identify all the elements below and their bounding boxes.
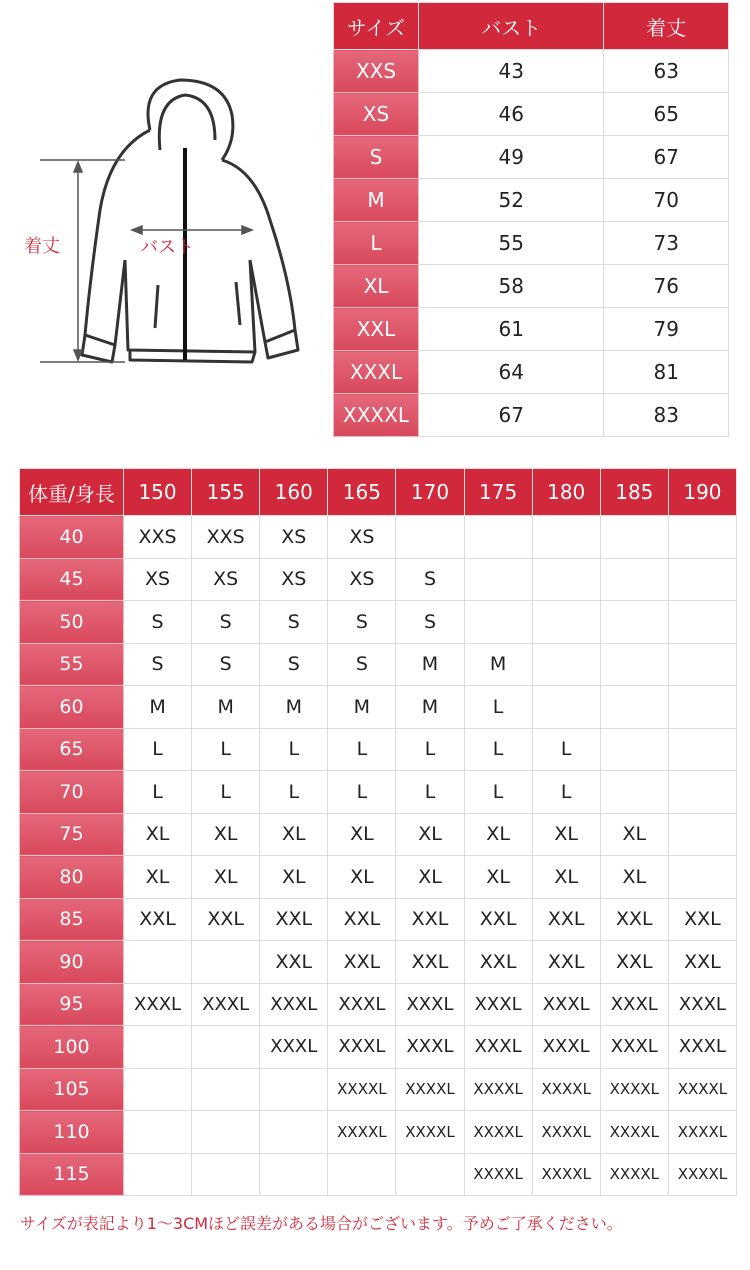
fit-row bbox=[20, 1153, 737, 1196]
fit-size-cell: XXL bbox=[192, 898, 260, 941]
fit-size-cell: XXXXL bbox=[328, 1068, 396, 1111]
fit-size-cell: XXL bbox=[396, 941, 464, 984]
fit-size-cell: XL bbox=[260, 856, 328, 899]
fit-size-cell: XXXL bbox=[600, 1026, 668, 1069]
size-name-cell: XXXXL bbox=[334, 394, 419, 437]
length-cell: 76 bbox=[604, 265, 729, 308]
fit-size-cell: XXXL bbox=[260, 1026, 328, 1069]
fit-row bbox=[20, 813, 737, 856]
length-cell: 70 bbox=[604, 179, 729, 222]
fit-row bbox=[20, 1026, 737, 1069]
fit-size-cell: XXXXL bbox=[396, 1111, 464, 1154]
fit-size-cell: L bbox=[260, 771, 328, 814]
fit-size-cell bbox=[532, 601, 600, 644]
fit-size-cell: XXL bbox=[600, 898, 668, 941]
fit-size-cell bbox=[328, 1153, 396, 1196]
fit-size-cell bbox=[464, 516, 532, 559]
fit-size-cell: S bbox=[124, 601, 192, 644]
fit-size-cell: XL bbox=[396, 813, 464, 856]
weight-cell: 115 bbox=[20, 1153, 124, 1196]
fit-size-cell: XXXL bbox=[260, 983, 328, 1026]
fit-size-cell: L bbox=[396, 728, 464, 771]
fit-size-cell bbox=[124, 1153, 192, 1196]
weight-cell: 85 bbox=[20, 898, 124, 941]
fit-size-cell: L bbox=[328, 728, 396, 771]
fit-size-cell: XXXL bbox=[124, 983, 192, 1026]
height-header: 180 bbox=[532, 469, 600, 516]
fit-size-cell bbox=[532, 643, 600, 686]
fit-size-cell: M bbox=[124, 686, 192, 729]
size-row bbox=[334, 222, 729, 265]
fit-size-cell: XXL bbox=[260, 941, 328, 984]
fit-table-header bbox=[20, 469, 737, 516]
size-row bbox=[334, 179, 729, 222]
fit-size-cell: XL bbox=[532, 813, 600, 856]
fit-size-cell: XXL bbox=[328, 941, 396, 984]
length-cell: 65 bbox=[604, 93, 729, 136]
size-row bbox=[334, 50, 729, 93]
weight-cell: 40 bbox=[20, 516, 124, 559]
fit-size-cell: XXS bbox=[124, 516, 192, 559]
fit-size-cell: L bbox=[532, 771, 600, 814]
height-header: 190 bbox=[668, 469, 736, 516]
size-row bbox=[334, 351, 729, 394]
fit-size-cell: XS bbox=[260, 558, 328, 601]
bust-cell: 49 bbox=[419, 136, 604, 179]
height-header: 155 bbox=[192, 469, 260, 516]
length-header: 着丈 bbox=[604, 3, 729, 50]
fit-size-cell: XXL bbox=[532, 898, 600, 941]
fit-size-cell bbox=[668, 686, 736, 729]
fit-size-cell bbox=[600, 771, 668, 814]
length-cell: 63 bbox=[604, 50, 729, 93]
fit-size-cell: XS bbox=[124, 558, 192, 601]
size-name-cell: XXXL bbox=[334, 351, 419, 394]
weight-cell: 90 bbox=[20, 941, 124, 984]
fit-size-cell: XXXXL bbox=[328, 1111, 396, 1154]
fit-size-cell: XXXL bbox=[328, 1026, 396, 1069]
fit-row bbox=[20, 558, 737, 601]
fit-size-cell: XL bbox=[464, 813, 532, 856]
height-header: 165 bbox=[328, 469, 396, 516]
fit-size-cell: XL bbox=[396, 856, 464, 899]
size-table-body bbox=[334, 50, 729, 437]
height-weight-fit-table bbox=[19, 468, 737, 1196]
fit-size-cell bbox=[124, 1026, 192, 1069]
fit-size-cell bbox=[600, 601, 668, 644]
fit-size-cell: XXXXL bbox=[396, 1068, 464, 1111]
fit-size-cell: XS bbox=[192, 558, 260, 601]
fit-size-cell bbox=[396, 1153, 464, 1196]
fit-size-cell: XXL bbox=[328, 898, 396, 941]
fit-size-cell: XXXXL bbox=[600, 1068, 668, 1111]
fit-size-cell: XXL bbox=[464, 941, 532, 984]
bust-cell: 43 bbox=[419, 50, 604, 93]
fit-size-cell bbox=[192, 941, 260, 984]
hoodie-drawing bbox=[0, 60, 330, 390]
fit-size-cell: XXXL bbox=[192, 983, 260, 1026]
weight-cell: 75 bbox=[20, 813, 124, 856]
fit-size-cell bbox=[124, 1111, 192, 1154]
fit-size-cell bbox=[668, 601, 736, 644]
fit-size-cell bbox=[668, 856, 736, 899]
weight-cell: 110 bbox=[20, 1111, 124, 1154]
fit-size-cell: M bbox=[260, 686, 328, 729]
size-measurement-table bbox=[333, 2, 729, 437]
bust-cell: 58 bbox=[419, 265, 604, 308]
size-table-header bbox=[334, 3, 729, 50]
length-cell: 73 bbox=[604, 222, 729, 265]
fit-size-cell: L bbox=[124, 728, 192, 771]
fit-size-cell: XXXL bbox=[668, 983, 736, 1026]
size-row bbox=[334, 394, 729, 437]
hoodie-illustration bbox=[0, 60, 330, 390]
fit-size-cell bbox=[124, 941, 192, 984]
fit-size-cell bbox=[668, 516, 736, 559]
fit-size-cell: M bbox=[192, 686, 260, 729]
length-label: 着丈 bbox=[24, 236, 60, 257]
bust-cell: 64 bbox=[419, 351, 604, 394]
size-name-cell: XS bbox=[334, 93, 419, 136]
fit-size-cell bbox=[260, 1111, 328, 1154]
bust-cell: 55 bbox=[419, 222, 604, 265]
fit-size-cell: XL bbox=[464, 856, 532, 899]
fit-size-cell bbox=[668, 728, 736, 771]
fit-size-cell bbox=[260, 1068, 328, 1111]
fit-row bbox=[20, 941, 737, 984]
fit-size-cell bbox=[668, 813, 736, 856]
fit-size-cell: S bbox=[260, 643, 328, 686]
fit-size-cell bbox=[192, 1068, 260, 1111]
fit-size-cell: XXXL bbox=[464, 1026, 532, 1069]
fit-size-cell: M bbox=[328, 686, 396, 729]
size-row bbox=[334, 136, 729, 179]
fit-size-cell: XL bbox=[124, 856, 192, 899]
fit-size-cell: XXXXL bbox=[464, 1153, 532, 1196]
weight-cell: 55 bbox=[20, 643, 124, 686]
fit-size-cell: XXXXL bbox=[668, 1153, 736, 1196]
fit-size-cell bbox=[260, 1153, 328, 1196]
fit-size-cell: XXXXL bbox=[668, 1111, 736, 1154]
fit-size-cell: XL bbox=[260, 813, 328, 856]
fit-row bbox=[20, 516, 737, 559]
weight-cell: 105 bbox=[20, 1068, 124, 1111]
fit-size-cell: XXXL bbox=[328, 983, 396, 1026]
fit-size-cell: M bbox=[396, 643, 464, 686]
fit-size-cell bbox=[192, 1111, 260, 1154]
size-name-cell: S bbox=[334, 136, 419, 179]
fit-size-cell: XXS bbox=[192, 516, 260, 559]
fit-table-body bbox=[20, 516, 737, 1196]
weight-cell: 50 bbox=[20, 601, 124, 644]
fit-size-cell: XXXXL bbox=[464, 1111, 532, 1154]
fit-size-cell: S bbox=[260, 601, 328, 644]
fit-size-cell: XXL bbox=[668, 898, 736, 941]
size-name-cell: XXS bbox=[334, 50, 419, 93]
size-name-cell: XXL bbox=[334, 308, 419, 351]
height-header: 160 bbox=[260, 469, 328, 516]
bust-cell: 46 bbox=[419, 93, 604, 136]
fit-size-cell bbox=[192, 1026, 260, 1069]
weight-cell: 80 bbox=[20, 856, 124, 899]
fit-row bbox=[20, 898, 737, 941]
bust-cell: 61 bbox=[419, 308, 604, 351]
fit-size-cell bbox=[668, 558, 736, 601]
fit-row bbox=[20, 856, 737, 899]
weight-height-corner: 体重/身長 bbox=[20, 469, 124, 516]
fit-size-cell: S bbox=[328, 643, 396, 686]
length-cell: 81 bbox=[604, 351, 729, 394]
fit-size-cell: XXL bbox=[668, 941, 736, 984]
fit-size-cell: XXXL bbox=[464, 983, 532, 1026]
fit-size-cell: M bbox=[464, 643, 532, 686]
fit-size-cell: L bbox=[328, 771, 396, 814]
fit-size-cell: XL bbox=[192, 813, 260, 856]
fit-size-cell: L bbox=[260, 728, 328, 771]
fit-size-cell: L bbox=[532, 728, 600, 771]
fit-size-cell: S bbox=[396, 558, 464, 601]
fit-row bbox=[20, 771, 737, 814]
height-header: 185 bbox=[600, 469, 668, 516]
fit-size-cell: XL bbox=[532, 856, 600, 899]
fit-size-cell: L bbox=[464, 728, 532, 771]
size-row bbox=[334, 93, 729, 136]
fit-size-cell bbox=[124, 1068, 192, 1111]
weight-cell: 65 bbox=[20, 728, 124, 771]
fit-size-cell: XXXL bbox=[396, 983, 464, 1026]
fit-size-cell bbox=[668, 771, 736, 814]
fit-size-cell: XXL bbox=[600, 941, 668, 984]
fit-row bbox=[20, 1068, 737, 1111]
fit-size-cell: XL bbox=[124, 813, 192, 856]
fit-size-cell bbox=[532, 558, 600, 601]
fit-size-cell: L bbox=[464, 686, 532, 729]
fit-size-cell bbox=[600, 686, 668, 729]
fit-size-cell bbox=[396, 516, 464, 559]
fit-size-cell: L bbox=[192, 728, 260, 771]
fit-size-cell: XXXXL bbox=[532, 1153, 600, 1196]
fit-size-cell: XXXXL bbox=[600, 1153, 668, 1196]
fit-size-cell: XXXXL bbox=[668, 1068, 736, 1111]
fit-row bbox=[20, 1111, 737, 1154]
bust-cell: 52 bbox=[419, 179, 604, 222]
fit-size-cell: L bbox=[396, 771, 464, 814]
fit-size-cell: XS bbox=[260, 516, 328, 559]
fit-size-cell bbox=[600, 516, 668, 559]
fit-row bbox=[20, 686, 737, 729]
fit-size-cell bbox=[532, 516, 600, 559]
fit-size-cell: XXL bbox=[260, 898, 328, 941]
fit-size-cell bbox=[532, 686, 600, 729]
fit-size-cell: XXL bbox=[124, 898, 192, 941]
height-header: 170 bbox=[396, 469, 464, 516]
fit-size-cell bbox=[600, 643, 668, 686]
fit-row bbox=[20, 601, 737, 644]
size-name-cell: M bbox=[334, 179, 419, 222]
fit-size-cell bbox=[464, 601, 532, 644]
fit-size-cell bbox=[464, 558, 532, 601]
weight-cell: 45 bbox=[20, 558, 124, 601]
fit-size-cell: XXXL bbox=[600, 983, 668, 1026]
fit-size-cell: XL bbox=[328, 856, 396, 899]
fit-size-cell: S bbox=[124, 643, 192, 686]
fit-size-cell bbox=[668, 643, 736, 686]
length-cell: 83 bbox=[604, 394, 729, 437]
height-header: 175 bbox=[464, 469, 532, 516]
bust-cell: 67 bbox=[419, 394, 604, 437]
fit-size-cell: XXL bbox=[396, 898, 464, 941]
fit-size-cell: XS bbox=[328, 558, 396, 601]
fit-size-cell: XXL bbox=[532, 941, 600, 984]
fit-size-cell: XL bbox=[328, 813, 396, 856]
fit-size-cell bbox=[192, 1153, 260, 1196]
size-name-cell: L bbox=[334, 222, 419, 265]
bust-label: バスト bbox=[140, 237, 194, 258]
fit-row bbox=[20, 728, 737, 771]
fit-size-cell: XL bbox=[600, 856, 668, 899]
size-disclaimer-note: サイズが表記より1～3CMほど誤差がある場合がございます。予めご了承ください。 bbox=[20, 1214, 623, 1233]
size-row bbox=[334, 265, 729, 308]
height-header: 150 bbox=[124, 469, 192, 516]
fit-size-cell: XXXXL bbox=[600, 1111, 668, 1154]
weight-cell: 95 bbox=[20, 983, 124, 1026]
size-name-cell: XL bbox=[334, 265, 419, 308]
fit-size-cell: XXXL bbox=[668, 1026, 736, 1069]
length-cell: 79 bbox=[604, 308, 729, 351]
fit-size-cell: L bbox=[192, 771, 260, 814]
fit-size-cell: XS bbox=[328, 516, 396, 559]
weight-cell: 70 bbox=[20, 771, 124, 814]
fit-size-cell: S bbox=[396, 601, 464, 644]
fit-size-cell: XXXXL bbox=[532, 1111, 600, 1154]
fit-size-cell bbox=[600, 558, 668, 601]
fit-row bbox=[20, 983, 737, 1026]
fit-size-cell: L bbox=[464, 771, 532, 814]
fit-size-cell: XXXL bbox=[532, 1026, 600, 1069]
fit-size-cell bbox=[600, 728, 668, 771]
size-row bbox=[334, 308, 729, 351]
fit-size-cell: XXXXL bbox=[464, 1068, 532, 1111]
fit-size-cell: S bbox=[192, 601, 260, 644]
fit-size-cell: XL bbox=[600, 813, 668, 856]
fit-size-cell: S bbox=[328, 601, 396, 644]
fit-row bbox=[20, 643, 737, 686]
fit-size-cell: L bbox=[124, 771, 192, 814]
fit-size-cell: XXXXL bbox=[532, 1068, 600, 1111]
size-header: サイズ bbox=[334, 3, 419, 50]
length-cell: 67 bbox=[604, 136, 729, 179]
bust-header: バスト bbox=[419, 3, 604, 50]
fit-size-cell: M bbox=[396, 686, 464, 729]
fit-size-cell: XL bbox=[192, 856, 260, 899]
fit-size-cell: XXL bbox=[464, 898, 532, 941]
weight-cell: 100 bbox=[20, 1026, 124, 1069]
fit-size-cell: S bbox=[192, 643, 260, 686]
fit-size-cell: XXXL bbox=[396, 1026, 464, 1069]
fit-size-cell: XXXL bbox=[532, 983, 600, 1026]
weight-cell: 60 bbox=[20, 686, 124, 729]
